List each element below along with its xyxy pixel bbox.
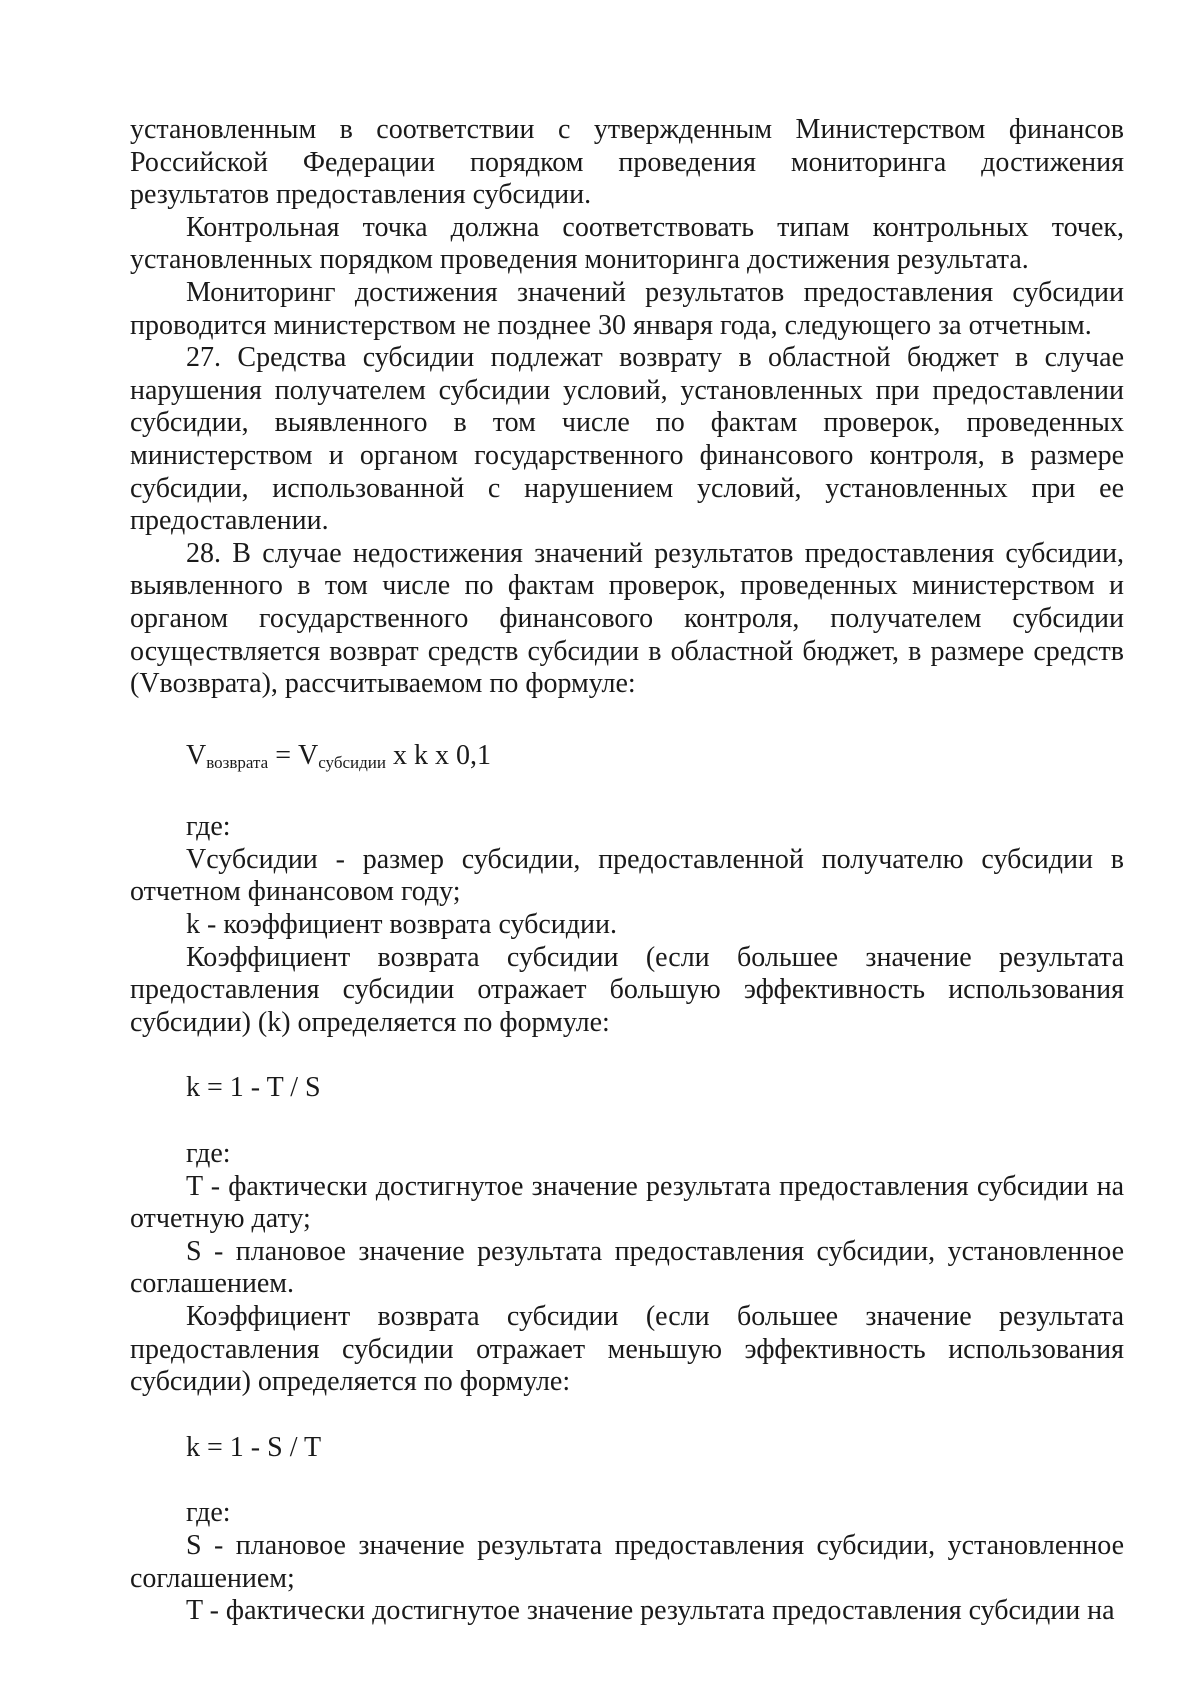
paragraph-27: 27. Средства субсидии подлежат возврату в областной бюджет в случае нарушения получателем субсидии условий, установленных при предоставлении субсидии, выявленного в том числе по фактам проверок, проведенных министерством и органом государственного финансового контроля, в размере субсидии, использованной с нарушением условий, установленных при ее предоставлении. (130, 342, 1124, 537)
formula-lhs-symbol: V (186, 739, 207, 771)
formula-equals: = (268, 739, 298, 771)
paragraph-coefficient-less: Коэффициент возврата субсидии (если большее значение результата предоставления субсидии отражает меньшую эффективность использования субсидии) определяется по формуле: (130, 1301, 1124, 1398)
paragraph-monitoring: Мониторинг достижения значений результатов предоставления субсидии проводится министерством не позднее 30 января года, следующего за отчетным. (130, 276, 1124, 341)
formula-k-variant-1: k = 1 - T / S (186, 1072, 321, 1104)
formula-rhs-symbol: V (297, 739, 319, 771)
formula-rhs-subscript: субсидии (318, 752, 386, 772)
document-page (130, 114, 1124, 1628)
definition-s: S - плановое значение результата предоставления субсидии, установленное соглашением; (130, 1529, 1124, 1594)
formula-lhs-subscript: возврата (206, 752, 269, 772)
paragraph-control-point: Контрольная точка должна соответствовать типам контрольных точек, установленных порядком проведения мониторинга достижения результата. (130, 211, 1124, 276)
formula-rhs-tail: x k x 0,1 (385, 739, 491, 771)
definition-v-subsidy: Vсубсидии - размер субсидии, предоставленной получателю субсидии в отчетном финансовом году; (130, 843, 1124, 908)
definition-k: k - коэффициент возврата субсидии. (186, 909, 618, 941)
paragraph-coefficient-greater: Коэффициент возврата субсидии (если большее значение результата предоставления субсидии отражает большую эффективность использования субсидии) (k) определяется по формуле: (130, 941, 1124, 1038)
paragraph-28: 28. В случае недостижения значений результатов предоставления субсидии, выявленного в том числе по фактам проверок, проведенных министерством и органом государственного финансового контроля, получателем субсидии осуществляется возврат средств субсидии в областной бюджет, в размере средств (Vвозврата), рассчитываемом по формуле: (130, 537, 1124, 700)
definition-s: S - плановое значение результата предоставления субсидии, установленное соглашением. (130, 1235, 1124, 1300)
formula-return-amount (130, 740, 1124, 773)
formula-k-variant-2: k = 1 - S / T (186, 1431, 322, 1463)
where-label: где: (186, 1138, 231, 1170)
definition-t: T - фактически достигнутое значение результата предоставления субсидии на (186, 1595, 1115, 1627)
where-label: где: (186, 1497, 231, 1529)
where-label: где: (186, 811, 231, 843)
definition-t: T - фактически достигнутое значение результата предоставления субсидии на отчетную дату; (130, 1170, 1124, 1235)
paragraph-continuation: установленным в соответствии с утвержденным Министерством финансов Российской Федерации порядком проведения мониторинга достижения результатов предоставления субсидии. (130, 114, 1124, 211)
